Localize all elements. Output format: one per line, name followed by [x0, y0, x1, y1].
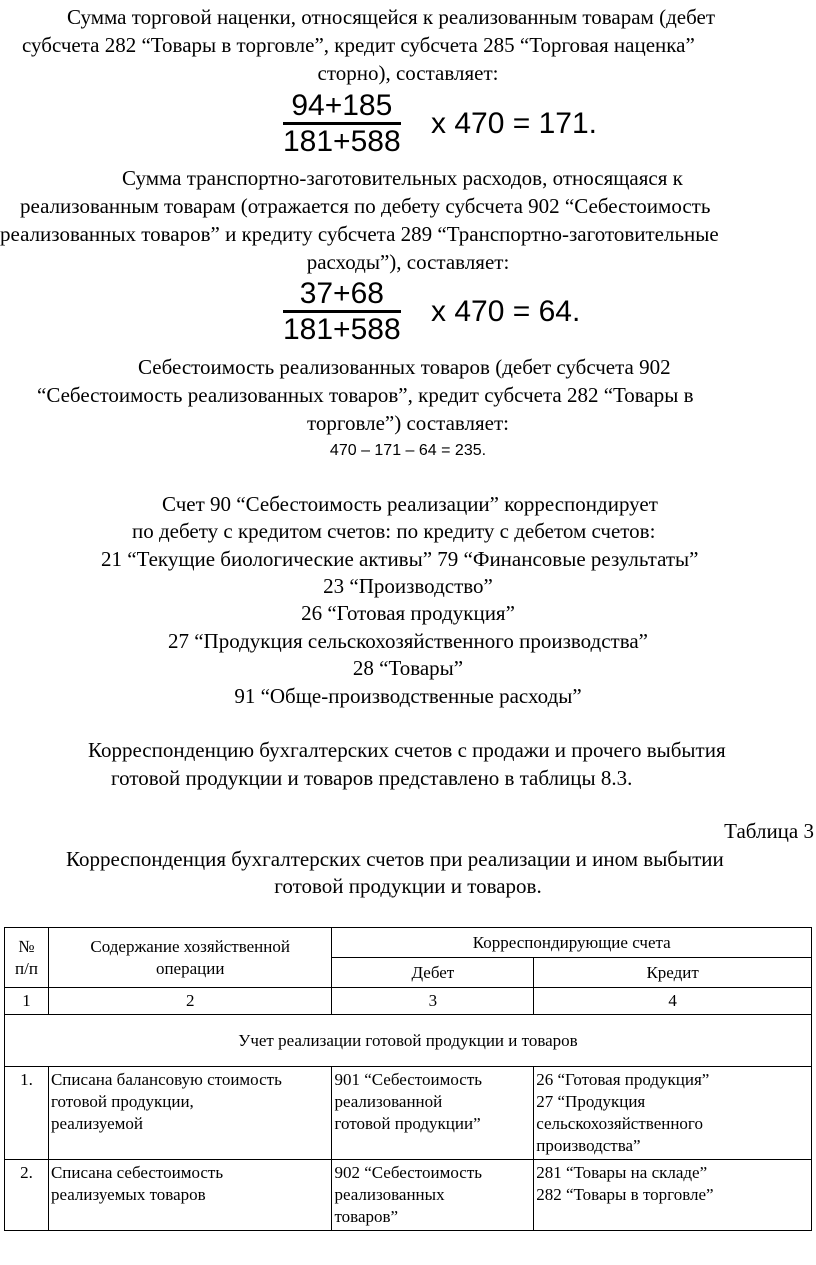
row-credit-line: сельскохозяйственного [536, 1114, 703, 1133]
row-credit [534, 1067, 812, 1160]
row-debit [332, 1067, 534, 1160]
table-title-line2: готовой продукции и товаров. [274, 874, 542, 898]
para2-line3: реализованных товаров” и кредиту субсчета 289 “Транспортно-заготовительные [0, 222, 719, 246]
row-content [48, 1160, 332, 1231]
header-num-line1: № [18, 936, 35, 956]
row-num: 1. [5, 1067, 49, 1160]
table-row [5, 1067, 812, 1160]
para2-line1: Сумма транспортно-заготовительных расходов, относящаяся к [122, 166, 683, 190]
para1-line2: субсчета 282 “Товары в торговле”, кредит субсчета 285 “Торговая наценка” [22, 33, 695, 57]
row-credit-line: 27 “Продукция [536, 1092, 646, 1111]
header-accounts: Корреспондирующие счета [332, 928, 812, 958]
index-2: 2 [48, 988, 332, 1015]
para3-line2: “Себестоимость реализованных товаров”, кредит субсчета 282 “Товары в [37, 383, 694, 407]
account90-line6: 27 “Продукция сельскохозяйственного производства” [167, 629, 649, 653]
para3-line3: торговле”) составляет: [306, 411, 510, 435]
header-debit: Дебет [332, 958, 534, 988]
row-debit [332, 1160, 534, 1231]
header-credit: Кредит [534, 958, 812, 988]
row-debit-line: реализованной [334, 1092, 443, 1111]
table-title-line1: Корреспонденция бухгалтерских счетов при реализации и ином выбытии [66, 847, 724, 871]
row-credit [534, 1160, 812, 1231]
row-debit-line: 902 “Себестоимость [334, 1163, 483, 1182]
account90-line3: 21 “Текущие биологические активы” 79 “Финансовые результаты” [101, 547, 699, 571]
formula-3: 470 – 171 – 64 = 235. [329, 442, 487, 459]
para1-line1: Сумма торговой наценки, относящейся к реализованным товарам (дебет [67, 5, 715, 29]
account90-line5: 26 “Готовая продукция” [301, 601, 515, 625]
formula-2-result: x 470 = 64. [431, 295, 581, 328]
row-content [48, 1067, 332, 1160]
formula-1-denominator: 181+588 [283, 125, 401, 158]
row-debit-line: готовой продукции” [334, 1114, 481, 1133]
header-content-line2: операции [155, 958, 225, 978]
formula-1-numerator: 94+185 [283, 90, 401, 125]
row-content-line: Списана себестоимость [50, 1163, 224, 1182]
para2-line2: реализованным товарам (отражается по дебету субсчета 902 “Себестоимость [20, 194, 711, 218]
table-row [5, 1160, 812, 1231]
row-credit-line: 26 “Готовая продукция” [536, 1070, 710, 1089]
row-credit-line: производства” [536, 1136, 641, 1155]
row-credit-line: 281 “Товары на складе” [536, 1163, 708, 1182]
table-label: Таблица 3 [724, 819, 814, 843]
row-content-line: Списана балансовую стоимость [50, 1070, 282, 1089]
para4-line1: Корреспонденцию бухгалтерских счетов с продажи и прочего выбытия [88, 738, 726, 762]
correspondence-table [4, 927, 812, 1231]
account90-line4: 23 “Производство” [323, 574, 493, 598]
account90-line8: 91 “Обще-производственные расходы” [234, 684, 582, 708]
para1-line3: сторно), составляет: [317, 61, 499, 85]
row-credit-line: 282 “Товары в торговле” [536, 1185, 714, 1204]
para4-line2: готовой продукции и товаров представлено в таблицы 8.3. [111, 766, 633, 790]
header-num [5, 928, 49, 988]
index-1: 1 [5, 988, 49, 1015]
row-content-line: готовой продукции, [50, 1092, 194, 1111]
index-3: 3 [332, 988, 534, 1015]
header-content-line1: Содержание хозяйственной [90, 936, 290, 956]
para3-line1: Себестоимость реализованных товаров (дебет субсчета 902 [138, 355, 671, 379]
formula-2-numerator: 37+68 [283, 278, 401, 313]
row-content-line: реализуемых товаров [50, 1185, 206, 1204]
formula-2-denominator: 181+588 [283, 313, 401, 346]
para2-line4: расходы”), составляет: [306, 250, 510, 274]
account90-line2: по дебету с кредитом счетов: по кредиту с дебетом счетов: [132, 519, 656, 543]
index-4: 4 [534, 988, 812, 1015]
account90-line7: 28 “Товары” [352, 656, 464, 680]
section-row: Учет реализации готовой продукции и товаров [5, 1015, 812, 1067]
header-num-line2: п/п [15, 958, 38, 978]
row-num: 2. [5, 1160, 49, 1231]
row-debit-line: 901 “Себестоимость [334, 1070, 483, 1089]
formula-1-result: x 470 = 171. [431, 107, 597, 140]
row-content-line: реализуемой [50, 1114, 144, 1133]
account90-line1: Счет 90 “Себестоимость реализации” корреспондирует [162, 492, 658, 516]
header-content [48, 928, 332, 988]
row-debit-line: товаров” [334, 1207, 399, 1226]
row-debit-line: реализованных [334, 1185, 445, 1204]
